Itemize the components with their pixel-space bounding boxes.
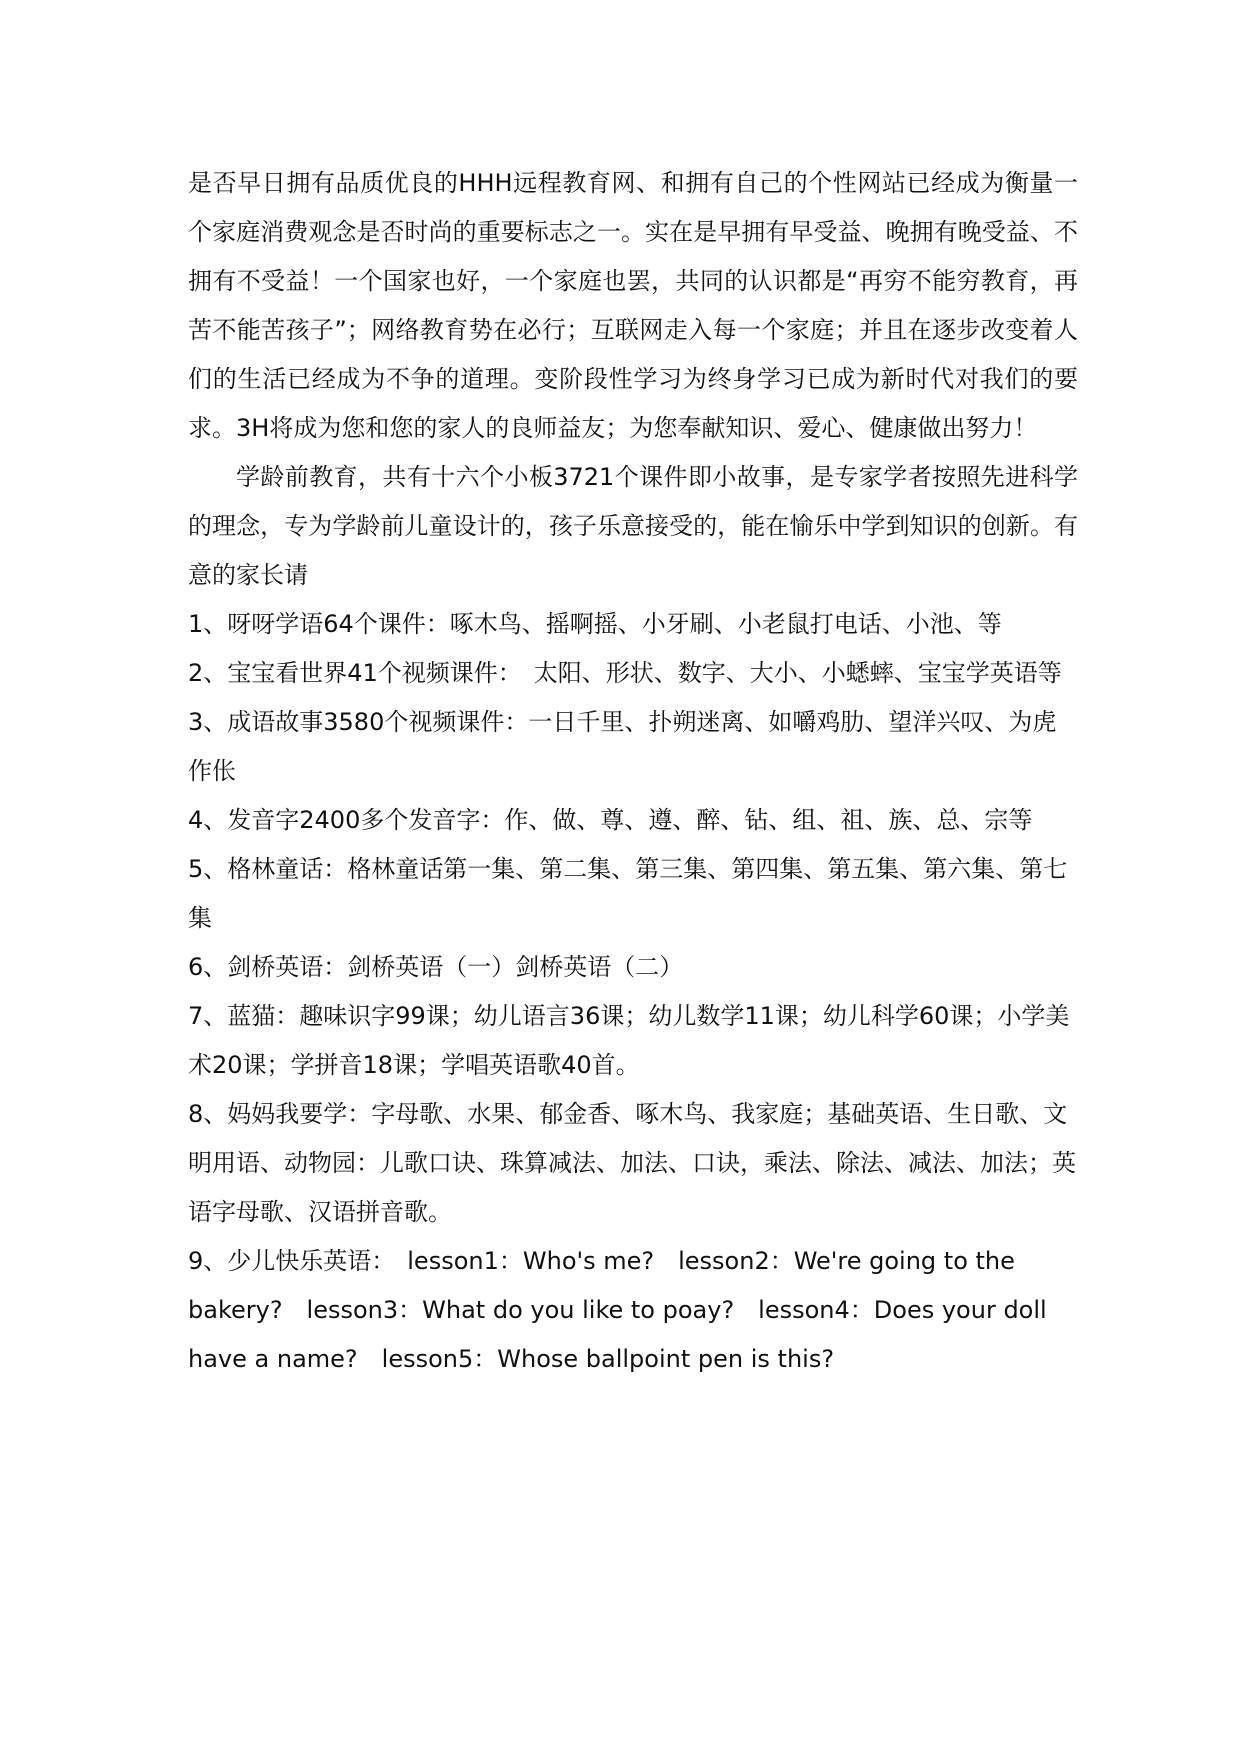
document-body	[188, 159, 1078, 1384]
list-item: 4、发音字2400多个发音字：作、做、尊、遵、醉、钻、组、祖、族、总、宗等	[188, 806, 1033, 834]
list-item: 5、格林童话：格林童话第一集、第二集、第三集、第四集、第五集、第六集、第七集	[188, 855, 1068, 932]
list-item: 8、妈妈我要学：字母歌、水果、郁金香、啄木鸟、我家庭；基础英语、生日歌、文明用语、动物园：儿歌口诀、珠算减法、加法、口诀，乘法、除法、减法、加法；英语字母歌、汉语拼音歌。	[188, 1100, 1076, 1226]
list-item: 3、成语故事3580个视频课件：一日千里、扑朔迷离、如嚼鸡肋、望洋兴叹、为虎作伥	[188, 708, 1057, 785]
list-item: 9、少儿快乐英语： lesson1：Who's me? lesson2：We're going to the bakery? lesson3：What do you like to poay? lesson4：Does your doll have a name? lesson5：Whose ballpoint pen is this?	[188, 1247, 1047, 1373]
course-list	[188, 600, 1078, 1384]
list-item: 1、呀呀学语64个课件：啄木鸟、摇啊摇、小牙刷、小老鼠打电话、小池、等	[188, 610, 1002, 638]
list-item: 6、剑桥英语：剑桥英语（一）剑桥英语（二）	[188, 953, 684, 981]
list-item: 2、宝宝看世界41个视频课件： 太阳、形状、数字、大小、小蟋蟀、宝宝学英语等	[188, 659, 1062, 687]
list-item: 7、蓝猫：趣味识字99课；幼儿语言36课；幼儿数学11课；幼儿科学60课；小学美术20课；学拼音18课；学唱英语歌40首。	[188, 1002, 1070, 1079]
preschool-paragraph: 学龄前教育，共有十六个小板3721个课件即小故事，是专家学者按照先进科学的理念，专为学龄前儿童设计的，孩子乐意接受的，能在愉乐中学到知识的创新。有意的家长请	[188, 463, 1078, 589]
intro-paragraph: 是否早日拥有品质优良的HHH远程教育网、和拥有自己的个性网站已经成为衡量一个家庭消费观念是否时尚的重要标志之一。实在是早拥有早受益、晚拥有晚受益、不拥有不受益！一个国家也好，一个家庭也罢，共同的认识都是“再穷不能穷教育，再苦不能苦孩子”；网络教育势在必行；互联网走入每一个家庭；并且在逐步改变着人们的生活已经成为不争的道理。变阶段性学习为终身学习已成为新时代对我们的要求。3H将成为您和您的家人的良师益友；为您奉献知识、爱心、健康做出努力！	[188, 169, 1078, 442]
